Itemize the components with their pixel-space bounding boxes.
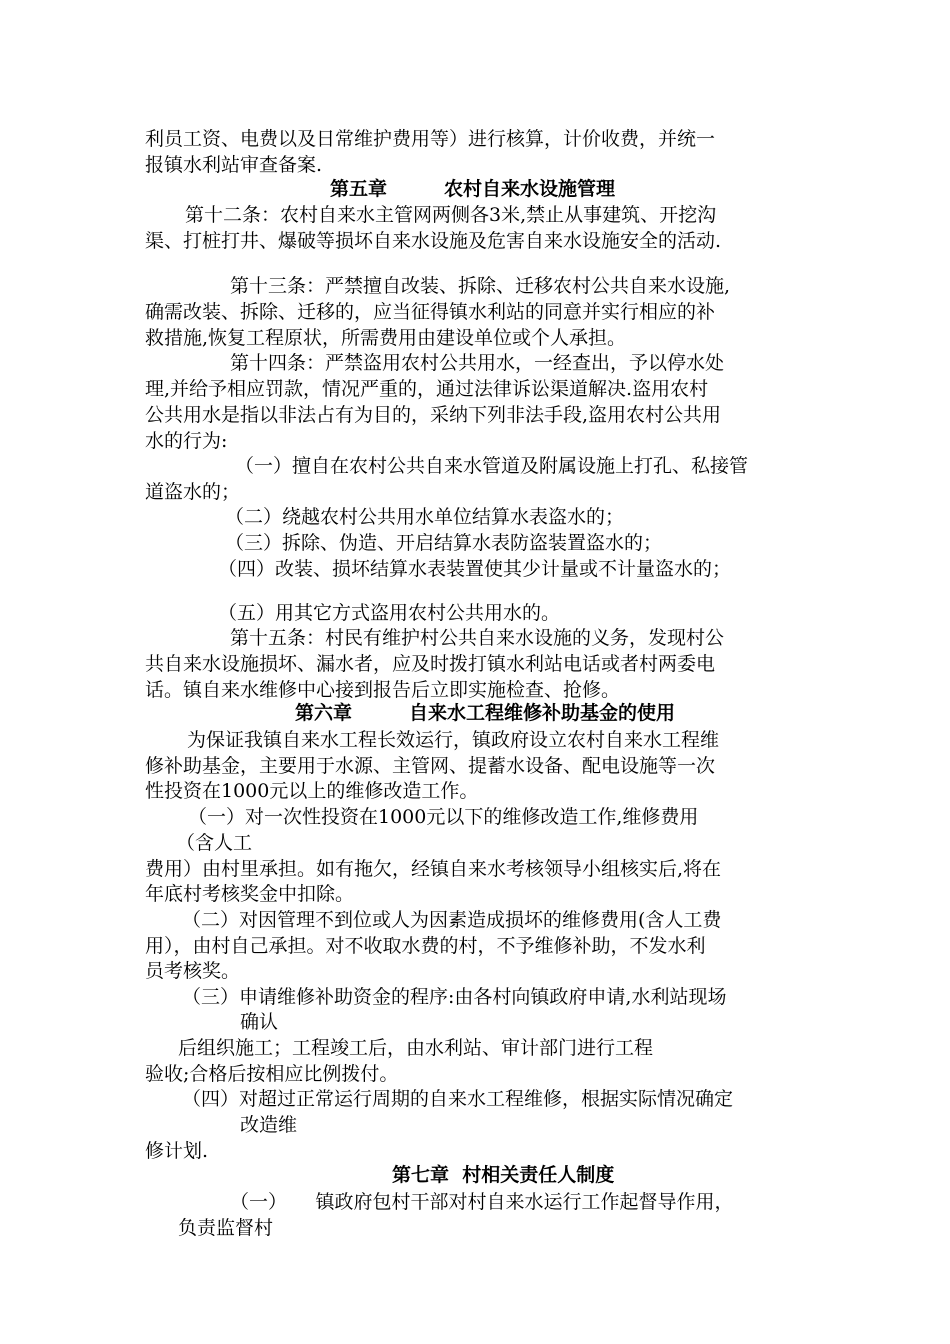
text-line: 第十五条：村民有维护村公共自来水设施的义务，发现村公 (230, 627, 725, 649)
text-line: 利员工资、电费以及日常维护费用等）进行核算，计价收费，并统一 (145, 128, 716, 150)
text-line: （三）申请维修补助资金的程序:由各村向镇政府申请,水利站现场 (182, 986, 727, 1008)
text-line: （三）拆除、伪造、开启结算水表防盗装置盗水的； (225, 532, 663, 554)
text-line: 话。镇自来水维修中心接到报告后立即实施检查、抢修。 (145, 679, 621, 701)
text-line: （五）用其它方式盗用农村公共用水的。 (218, 602, 561, 624)
text-line: 后组织施工；工程竣工后，由水利站、审计部门进行工程 (178, 1037, 654, 1059)
text-line: （含人工 (176, 832, 253, 854)
text-line: （二）对因管理不到位或人为因素造成损坏的维修费用(含人工费 (182, 909, 722, 931)
text-line: （一）擅自在农村公共自来水管道及附属设施上打孔、私接管 (235, 455, 749, 477)
text-line: 报镇水利站审查备案. (145, 154, 323, 176)
text-line: 费用）由村里承担。如有拖欠，经镇自来水考核领导小组核实后,将在 (145, 858, 722, 880)
text-line: （四）改装、损坏结算水表装置使其少计量或不计量盗水的； (218, 558, 732, 580)
text-line: 验收;合格后按相应比例拨付。 (145, 1063, 399, 1085)
text-line: （二）绕越农村公共用水单位结算水表盗水的； (225, 506, 625, 528)
text-line: 确需改装、拆除、迁移的，应当征得镇水利站的同意并实行相应的补 (145, 301, 716, 323)
text-line: 修计划. (145, 1140, 209, 1162)
text-line: 渠、打桩打井、爆破等损坏自来水设施及危害自来水设施安全的活动. (145, 230, 722, 252)
chapter-7-heading: 第七章 村相关责任人制度 (392, 1164, 615, 1186)
text-line: 共自来水设施损坏、漏水者，应及时拨打镇水利站电话或者村两委电 (145, 653, 716, 675)
text-line: （一） 镇政府包村干部对村自来水运行工作起督导作用， (230, 1191, 734, 1213)
text-line: 第十三条：严禁擅自改装、拆除、迁移农村公共自来水设施, (230, 275, 731, 297)
text-line: 年底村考核奖金中扣除。 (145, 883, 355, 905)
text-line: 用），由村自己承担。对不收取水费的村，不予维修补助，不发水利 (145, 935, 706, 957)
text-line: （四）对超过正常运行周期的自来水工程维修，根据实际情况确定 (182, 1088, 734, 1110)
text-line: 公共用水是指以非法占有为目的，采纳下列非法手段,盗用农村公共用 (145, 404, 722, 426)
text-line: 负责监督村 (178, 1217, 274, 1239)
text-line: 理,并给予相应罚款，情况严重的，通过法律诉讼渠道解决.盗用农村 (145, 378, 709, 400)
chapter-6-heading: 第六章 自来水工程维修补助基金的使用 (295, 702, 676, 724)
text-line: 修补助基金，主要用于水源、主管网、提蓄水设备、配电设施等一次 (145, 755, 716, 777)
text-line: 性投资在1000元以上的维修改造工作。 (145, 780, 479, 802)
text-line: 第十四条：严禁盗用农村公共用水，一经查出，予以停水处 (230, 352, 725, 374)
chapter-5-heading: 第五章 农村自来水设施管理 (330, 178, 616, 200)
text-line: （一）对一次性投资在1000元以下的维修改造工作,维修费用 (188, 806, 699, 828)
text-line: 确认 (240, 1011, 279, 1033)
text-line: 救措施,恢复工程原状，所需费用由建设单位或个人承担。 (145, 327, 627, 349)
text-line: 水的行为: (145, 430, 228, 452)
text-line: 为保证我镇自来水工程长效运行，镇政府设立农村自来水工程维 (187, 729, 720, 751)
text-line: 第十二条：农村自来水主管网两侧各3米,禁止从事建筑、开挖沟 (185, 204, 717, 226)
text-line: 改造维 (240, 1114, 298, 1136)
text-line: 员考核奖。 (145, 960, 241, 982)
text-line: 道盗水的； (145, 481, 241, 503)
